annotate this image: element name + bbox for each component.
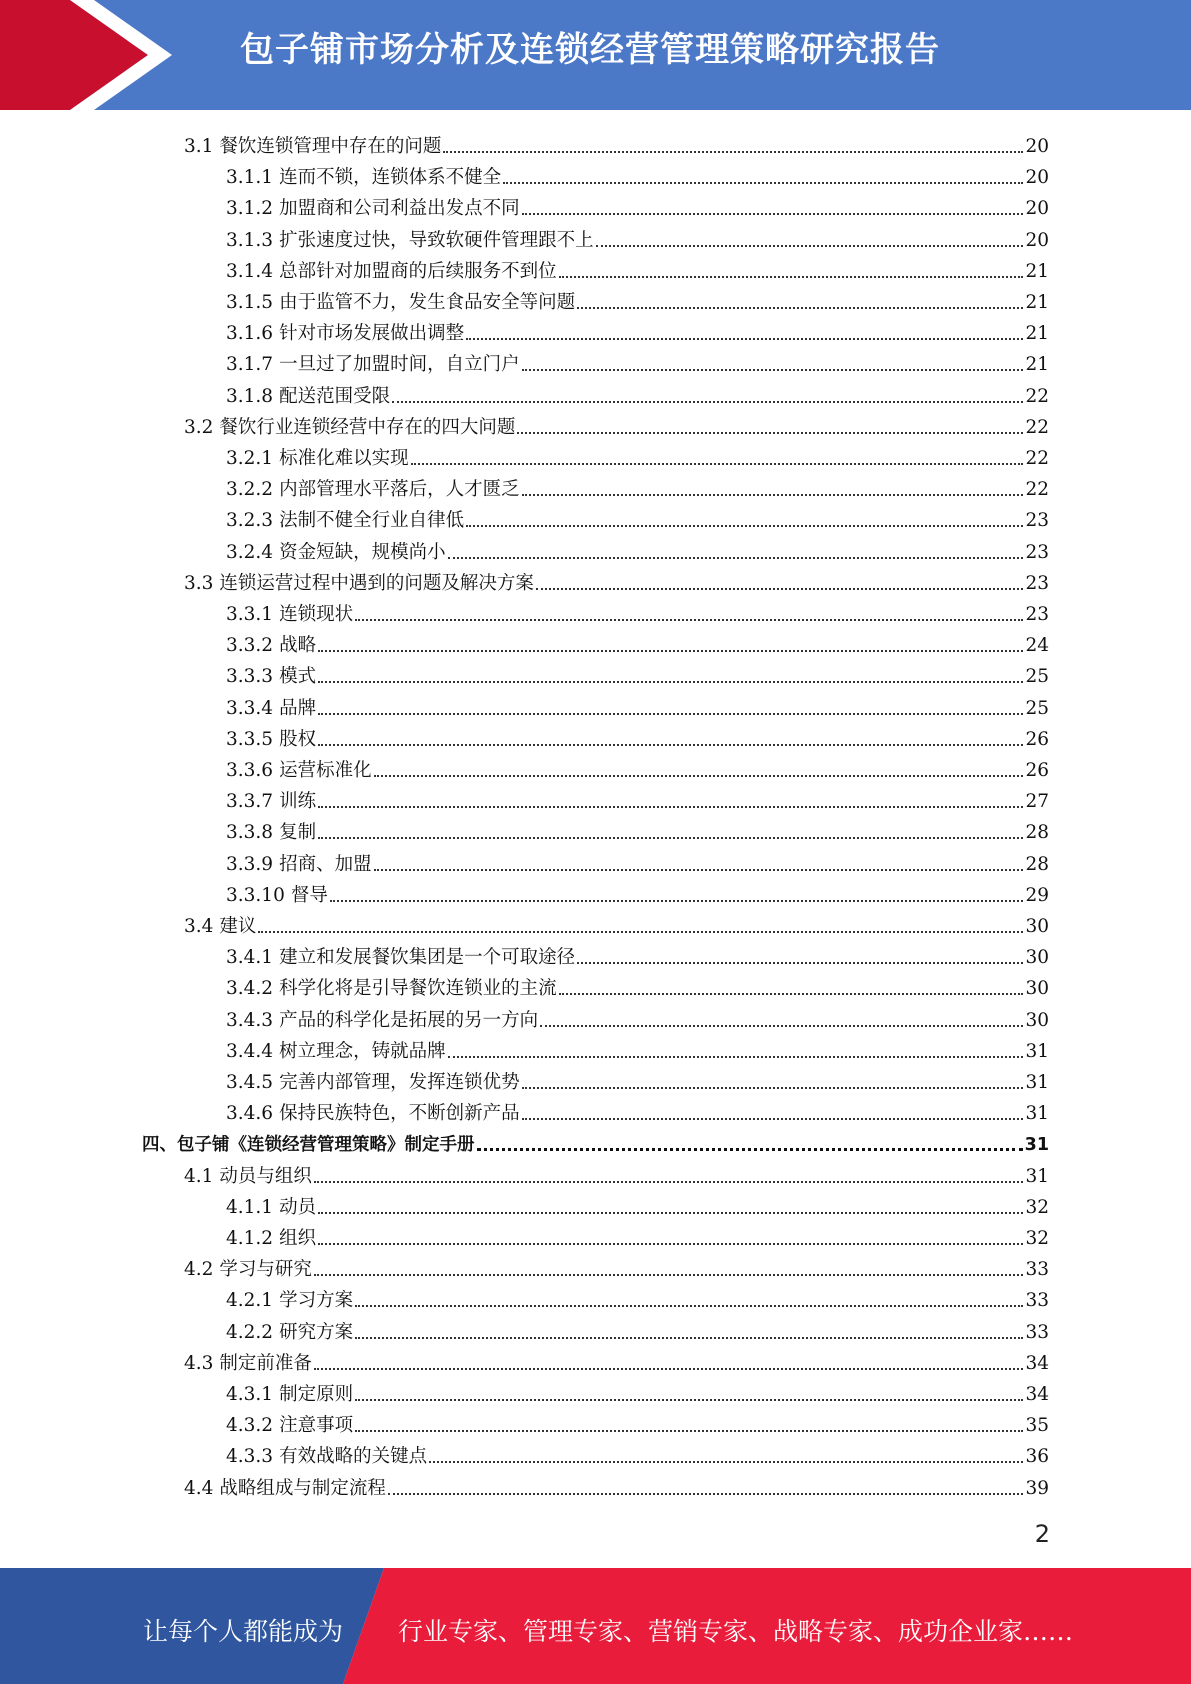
toc-dot-leader	[318, 681, 1023, 683]
toc-entry-number: 4.2.2	[226, 1321, 274, 1343]
toc-entry-page: 20	[1025, 136, 1049, 157]
toc-entry-page: 31	[1024, 1135, 1049, 1156]
toc-entry-title: 连而不锁，连锁体系不健全	[279, 167, 502, 189]
toc-entry[interactable]	[184, 1345, 1049, 1376]
toc-dot-leader	[522, 1118, 1024, 1120]
toc-entry-number: 3.4.4	[226, 1040, 274, 1062]
toc-entry-title: 制定前准备	[219, 1352, 312, 1374]
toc-entry-page: 35	[1025, 1415, 1049, 1437]
toc-entry[interactable]	[226, 471, 1049, 502]
toc-dot-leader	[388, 1493, 1024, 1495]
toc-dot-leader	[536, 588, 1024, 590]
footer-slogan-right: 行业专家、管理专家、营销专家、战略专家、成功企业家……	[398, 1617, 1074, 1646]
toc-entry-title: 制定原则	[279, 1384, 354, 1405]
toc-entry-page: 36	[1025, 1446, 1049, 1468]
toc-dot-leader	[318, 837, 1023, 839]
toc-entry[interactable]	[226, 346, 1049, 377]
toc-dot-leader	[503, 182, 1023, 184]
toc-entry[interactable]	[226, 1282, 1049, 1313]
toc-entry-page: 33	[1025, 1259, 1049, 1281]
toc-dot-leader	[577, 962, 1023, 964]
toc-entry[interactable]	[184, 1251, 1049, 1282]
toc-entry-page: 31	[1025, 1040, 1049, 1062]
toc-entry-title: 一旦过了加盟时间，自立门户	[279, 354, 520, 376]
toc-entry-number: 3.3.6	[226, 760, 274, 781]
toc-entry-number: 3.3.8	[226, 822, 274, 844]
toc-entry-title: 扩张速度过快，导致软硬件管理跟不上	[279, 229, 594, 251]
toc-entry-title: 针对市场发展做出调整	[279, 323, 465, 345]
toc-entry[interactable]	[226, 1314, 1049, 1345]
toc-entry-page: 29	[1025, 884, 1049, 906]
toc-entry-page: 33	[1025, 1290, 1049, 1312]
toc-entry[interactable]	[226, 534, 1049, 565]
toc-dot-leader	[522, 1087, 1024, 1089]
toc-entry[interactable]	[184, 128, 1049, 159]
toc-dot-leader	[330, 900, 1024, 902]
toc-entry-title: 资金短缺，规模尚小	[279, 541, 446, 563]
toc-dot-leader	[443, 151, 1023, 153]
toc-entry-title: 督导	[290, 884, 328, 906]
toc-entry-page: 39	[1025, 1477, 1049, 1499]
toc-entry-title: 招商、加盟	[279, 853, 372, 875]
toc-entry[interactable]	[226, 752, 1049, 783]
toc-dot-leader	[355, 1399, 1023, 1401]
toc-entry-page: 33	[1025, 1321, 1049, 1343]
toc-entry-number: 3.1.3	[226, 229, 274, 251]
toc-dot-leader	[318, 713, 1023, 715]
toc-entry-page: 27	[1025, 791, 1049, 813]
toc-entry-number: 4.3.1	[226, 1384, 274, 1405]
toc-dot-leader	[577, 307, 1023, 309]
toc-entry-number: 3.1.7	[226, 354, 274, 376]
toc-entry-title: 餐饮行业连锁经营中存在的四大问题	[219, 416, 516, 438]
toc-entry-page: 23	[1025, 604, 1049, 625]
toc-entry-number: 3.1.2	[226, 198, 274, 220]
toc-entry-number: 3.3.1	[226, 604, 274, 625]
toc-entry-title: 产品的科学化是拓展的另一方向	[279, 1009, 539, 1031]
toc-entry-number: 4.1	[184, 1165, 214, 1187]
toc-entry-page: 32	[1025, 1228, 1049, 1249]
toc-entry-page: 23	[1025, 541, 1049, 563]
toc-entry[interactable]	[226, 222, 1049, 253]
toc-entry-number: 4.2.1	[226, 1290, 274, 1312]
toc-entry-number: 3.1.1	[226, 167, 274, 189]
toc-entry-number: 3.3	[184, 572, 214, 594]
toc-entry-page: 24	[1025, 635, 1049, 657]
toc-entry[interactable]	[226, 596, 1049, 627]
toc-entry-title: 品牌	[279, 697, 317, 719]
toc-entry-title: 战略组成与制定流程	[219, 1477, 386, 1499]
toc-dot-leader	[258, 931, 1023, 933]
page-header	[0, 0, 1191, 110]
toc-entry-page: 31	[1025, 1103, 1049, 1125]
toc-entry-number: 4.3	[184, 1352, 214, 1374]
toc-entry-number: 3.1.8	[226, 385, 274, 407]
toc-entry[interactable]	[226, 1064, 1049, 1095]
toc-entry[interactable]	[226, 440, 1049, 471]
toc-entry-title: 研究方案	[279, 1321, 354, 1343]
toc-entry-title: 完善内部管理，发挥连锁优势	[279, 1072, 520, 1093]
toc-entry-number: 3.2.4	[226, 541, 274, 563]
toc-entry-page: 21	[1025, 354, 1049, 376]
toc-entry-title: 包子铺《连锁经营管理策略》制定手册	[177, 1135, 475, 1156]
page-number: 2	[1034, 1520, 1050, 1548]
toc-dot-leader	[318, 650, 1023, 652]
toc-entry-number: 3.4.6	[226, 1103, 274, 1125]
toc-entry[interactable]	[142, 1126, 1049, 1157]
toc-entry-page: 22	[1025, 385, 1049, 407]
toc-dot-leader	[517, 432, 1023, 434]
footer-slogan-left: 让每个人都能成为	[143, 1617, 344, 1646]
toc-dot-leader	[559, 276, 1024, 278]
toc-dot-leader	[448, 557, 1024, 559]
toc-entry-number: 3.3.3	[226, 666, 274, 688]
toc-dot-leader	[466, 338, 1023, 340]
toc-entry-number: 4.3.3	[226, 1446, 274, 1468]
toc-entry-number: 3.2.2	[226, 479, 274, 501]
toc-entry-number: 4.1.2	[226, 1228, 274, 1249]
toc-entry-title: 法制不健全行业自律低	[279, 510, 465, 532]
toc-entry-page: 30	[1025, 916, 1049, 937]
toc-entry-page: 23	[1025, 510, 1049, 532]
toc-dot-leader	[559, 993, 1024, 995]
toc-dot-leader	[318, 744, 1023, 746]
toc-dot-leader	[448, 1056, 1024, 1058]
toc-entry-title: 运营标准化	[279, 760, 372, 781]
toc-dot-leader	[318, 1212, 1023, 1214]
toc-dot-leader	[355, 1430, 1023, 1432]
toc-dot-leader	[429, 1461, 1023, 1463]
toc-entry[interactable]	[226, 721, 1049, 752]
toc-entry-page: 34	[1025, 1352, 1049, 1374]
toc-entry-page: 20	[1025, 229, 1049, 251]
toc-dot-leader	[355, 1337, 1023, 1339]
toc-entry-page: 21	[1025, 292, 1049, 313]
toc-dot-leader	[355, 1305, 1023, 1307]
toc-dot-leader	[466, 525, 1023, 527]
toc-entry-title: 由于监管不力，发生食品安全等问题	[279, 292, 576, 313]
toc-entry[interactable]	[226, 1095, 1049, 1126]
toc-dot-leader	[318, 806, 1023, 808]
toc-entry-title: 学习与研究	[219, 1259, 312, 1281]
toc-entry-title: 组织	[279, 1228, 317, 1249]
toc-entry-number: 4.4	[184, 1477, 214, 1499]
toc-entry-title: 连锁现状	[279, 604, 354, 625]
toc-entry[interactable]	[226, 378, 1049, 409]
toc-entry-title: 股权	[279, 728, 317, 750]
toc-entry-number: 3.4.1	[226, 947, 274, 969]
toc-entry-page: 26	[1025, 728, 1049, 750]
toc-dot-leader	[522, 494, 1024, 496]
toc-entry-number: 3.4	[184, 916, 214, 937]
toc-entry[interactable]	[226, 1438, 1049, 1469]
toc-entry-page: 21	[1025, 323, 1049, 345]
toc-entry-number: 3.2.3	[226, 510, 274, 532]
toc-entry[interactable]	[226, 1407, 1049, 1438]
toc-entry-number: 4.3.2	[226, 1415, 274, 1437]
toc-entry-title: 连锁运营过程中遇到的问题及解决方案	[219, 572, 534, 594]
page-footer	[0, 1568, 1191, 1684]
toc-entry[interactable]	[184, 908, 1049, 939]
toc-entry-number: 3.1	[184, 136, 214, 157]
toc-dot-leader	[411, 463, 1024, 465]
toc-entry-page: 22	[1025, 479, 1049, 501]
toc-entry[interactable]	[226, 1220, 1049, 1251]
toc-entry-title: 模式	[279, 666, 317, 688]
toc-dot-leader	[522, 369, 1024, 371]
toc-entry[interactable]	[226, 939, 1049, 970]
toc-entry-page: 28	[1025, 822, 1049, 844]
toc-entry-number: 3.4.5	[226, 1072, 274, 1093]
toc-entry[interactable]	[226, 627, 1049, 658]
toc-entry-number: 四、	[142, 1135, 177, 1156]
toc-entry-title: 建立和发展餐饮集团是一个可取途径	[279, 947, 576, 969]
toc-entry-page: 23	[1025, 572, 1049, 594]
toc-entry[interactable]	[184, 1470, 1049, 1501]
toc-entry-page: 30	[1025, 1009, 1049, 1031]
toc-entry-page: 28	[1025, 853, 1049, 875]
toc-dot-leader	[392, 401, 1023, 403]
toc-dot-leader	[314, 1274, 1024, 1276]
toc-entry[interactable]	[226, 253, 1049, 284]
toc-entry-page: 22	[1025, 416, 1049, 438]
toc-entry-number: 4.1.1	[226, 1196, 274, 1218]
toc-entry-page: 32	[1025, 1196, 1049, 1218]
toc-entry[interactable]	[226, 502, 1049, 533]
toc-entry-title: 餐饮连锁管理中存在的问题	[219, 136, 442, 157]
toc-entry-page: 25	[1025, 697, 1049, 719]
toc-entry[interactable]	[184, 565, 1049, 596]
toc-entry-number: 3.3.5	[226, 728, 274, 750]
toc-entry-page: 30	[1025, 947, 1049, 969]
toc-entry-number: 3.2	[184, 416, 214, 438]
toc-entry-title: 总部针对加盟商的后续服务不到位	[279, 260, 557, 282]
toc-entry[interactable]	[226, 814, 1049, 845]
toc-entry-page: 31	[1025, 1165, 1049, 1187]
toc-dot-leader	[318, 1243, 1023, 1245]
toc-entry[interactable]	[184, 1158, 1049, 1189]
toc-entry[interactable]	[226, 315, 1049, 346]
toc-entry-page: 34	[1025, 1384, 1049, 1405]
toc-entry-title: 训练	[279, 791, 317, 813]
toc-dot-leader	[540, 1025, 1023, 1027]
toc-entry-page: 20	[1025, 198, 1049, 220]
toc-entry[interactable]	[226, 877, 1049, 908]
toc-entry-title: 建议	[219, 916, 257, 937]
toc-entry[interactable]	[226, 690, 1049, 721]
toc-entry-number: 3.1.5	[226, 292, 274, 313]
document-title: 包子铺市场分析及连锁经营管理策略研究报告	[240, 30, 940, 70]
toc-entry-title: 动员	[279, 1196, 317, 1218]
toc-entry-number: 3.3.7	[226, 791, 274, 813]
toc-entry-title: 复制	[279, 822, 317, 844]
toc-entry-title: 树立理念，铸就品牌	[279, 1040, 446, 1062]
toc-entry-number: 3.1.4	[226, 260, 274, 282]
toc-entry-page: 20	[1025, 167, 1049, 189]
toc-entry-number: 3.2.1	[226, 448, 274, 469]
toc-entry-page: 26	[1025, 760, 1049, 781]
toc-entry[interactable]	[226, 1189, 1049, 1220]
toc-entry-title: 内部管理水平落后，人才匮乏	[279, 479, 520, 501]
toc-entry-page: 25	[1025, 666, 1049, 688]
toc-dot-leader	[522, 213, 1024, 215]
toc-entry-title: 动员与组织	[219, 1165, 312, 1187]
toc-dot-leader	[477, 1148, 1023, 1151]
toc-entry[interactable]	[226, 970, 1049, 1001]
toc-dot-leader	[314, 1368, 1024, 1370]
toc-entry-title: 标准化难以实现	[279, 448, 409, 469]
toc-entry-page: 30	[1025, 978, 1049, 1000]
toc-entry-title: 战略	[279, 635, 317, 657]
toc-entry-number: 3.3.9	[226, 853, 274, 875]
toc-entry-page: 22	[1025, 448, 1049, 469]
toc-entry-number: 3.1.6	[226, 323, 274, 345]
toc-entry-page: 31	[1025, 1072, 1049, 1093]
toc-dot-leader	[374, 775, 1024, 777]
toc-entry-title: 保持民族特色，不断创新产品	[279, 1103, 520, 1125]
toc-dot-leader	[596, 245, 1024, 247]
toc-dot-leader	[374, 869, 1024, 871]
toc-entry[interactable]	[184, 409, 1049, 440]
toc-entry[interactable]	[226, 658, 1049, 689]
toc-entry-number: 3.4.2	[226, 978, 274, 1000]
toc-entry[interactable]	[226, 190, 1049, 221]
toc-entry-title: 科学化将是引导餐饮连锁业的主流	[279, 978, 557, 1000]
toc-entry-page: 21	[1025, 260, 1049, 282]
toc-entry-title: 加盟商和公司利益出发点不同	[279, 198, 520, 220]
toc-entry[interactable]	[226, 846, 1049, 877]
toc-entry[interactable]	[226, 783, 1049, 814]
toc-dot-leader	[355, 619, 1023, 621]
toc-entry[interactable]	[226, 1376, 1049, 1407]
toc-entry[interactable]	[226, 1033, 1049, 1064]
toc-entry-title: 学习方案	[279, 1290, 354, 1312]
toc-entry-title: 注意事项	[279, 1415, 354, 1437]
toc-entry-number: 4.2	[184, 1259, 214, 1281]
toc-entry-number: 3.3.4	[226, 697, 274, 719]
toc-entry[interactable]	[226, 284, 1049, 315]
toc-entry[interactable]	[226, 1002, 1049, 1033]
toc-entry-number: 3.3.2	[226, 635, 274, 657]
toc-entry-number: 3.3.10	[226, 884, 285, 906]
toc-entry-title: 配送范围受限	[279, 385, 391, 407]
toc-entry-number: 3.4.3	[226, 1009, 274, 1031]
toc-entry-title: 有效战略的关键点	[279, 1446, 428, 1468]
toc-entry[interactable]	[226, 159, 1049, 190]
toc-dot-leader	[314, 1181, 1024, 1183]
